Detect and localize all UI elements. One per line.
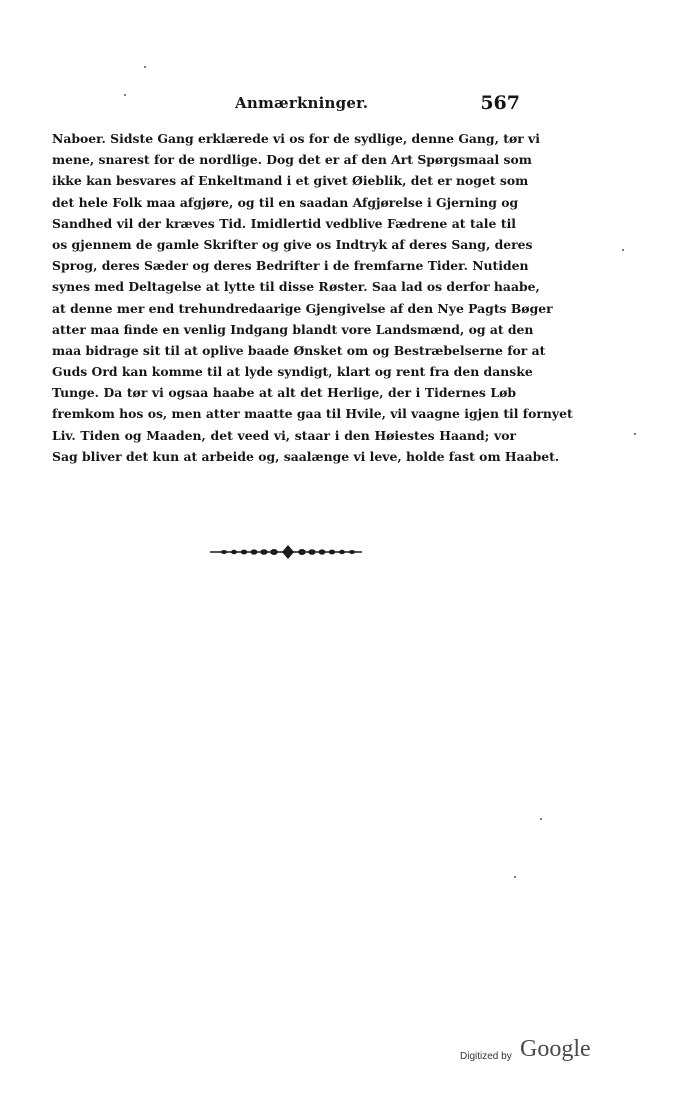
paper-speck <box>634 433 636 435</box>
paper-speck <box>144 66 146 68</box>
running-head <box>50 92 520 116</box>
text-line: maa bidrage sit til at oplive baade Ønsket om og Bestræbelserne for at <box>52 342 546 358</box>
text-line: Liv. Tiden og Maaden, det veed vi, staar i den Høiestes Haand; vor <box>52 427 516 443</box>
text-line: Naboer. Sidste Gang erklærede vi os for de sydlige, denne Gang, tør vi <box>52 131 540 146</box>
running-head-title: Anmærkninger. <box>235 94 369 112</box>
paper-speck <box>540 818 542 820</box>
text-line: det hele Folk maa afgjøre, og til en saadan Afgjørelse i Gjerning og <box>52 194 519 210</box>
paper-speck <box>622 249 624 251</box>
text-line: Sandhed vil der kræves Tid. Imidlertid vedblive Fædrene at tale til <box>52 215 516 231</box>
digitized-label: Digitized by <box>460 1051 512 1062</box>
text-line: ikke kan besvares af Enkeltmand i et givet Øieblik, det er noget som <box>52 173 529 189</box>
text-line: fremkom hos os, men atter maatte gaa til Hvile, vil vaagne igjen til fornyet <box>52 406 573 422</box>
page-number: 567 <box>480 92 520 114</box>
text-line: mene, snarest for de nordlige. Dog det er af den Art Spørgsmaal som <box>52 152 532 168</box>
text-line: atter maa finde en venlig Indgang blandt vore Landsmænd, og at den <box>52 321 534 337</box>
text-line: at denne mer end trehundredaarige Gjengivelse af den Nye Pagts Bøger <box>52 300 553 316</box>
text-line: Guds Ord kan komme til at lyde syndigt, klart og rent fra den danske <box>52 364 533 380</box>
section-ornament-divider <box>210 544 362 560</box>
text-line: Tunge. Da tør vi ogsaa haabe at alt det Herlige, der i Tidernes Løb <box>52 385 516 401</box>
text-line: Sprog, deres Sæder og deres Bedrifter i de fremfarne Tider. Nutiden <box>52 258 529 274</box>
digitized-by-google-watermark <box>460 1036 610 1066</box>
text-line: os gjennem de gamle Skrifter og give os Indtryk af deres Sang, deres <box>52 236 533 252</box>
google-logo: Google <box>520 1036 591 1062</box>
body-paragraph <box>52 128 573 467</box>
paper-speck <box>514 876 516 878</box>
paper-speck <box>124 94 126 96</box>
text-line: synes med Deltagelse at lytte til disse Røster. Saa lad os derfor haabe, <box>52 279 540 295</box>
text-line: Sag bliver det kun at arbeide og, saalænge vi leve, holde fast om Haabet. <box>52 448 560 464</box>
